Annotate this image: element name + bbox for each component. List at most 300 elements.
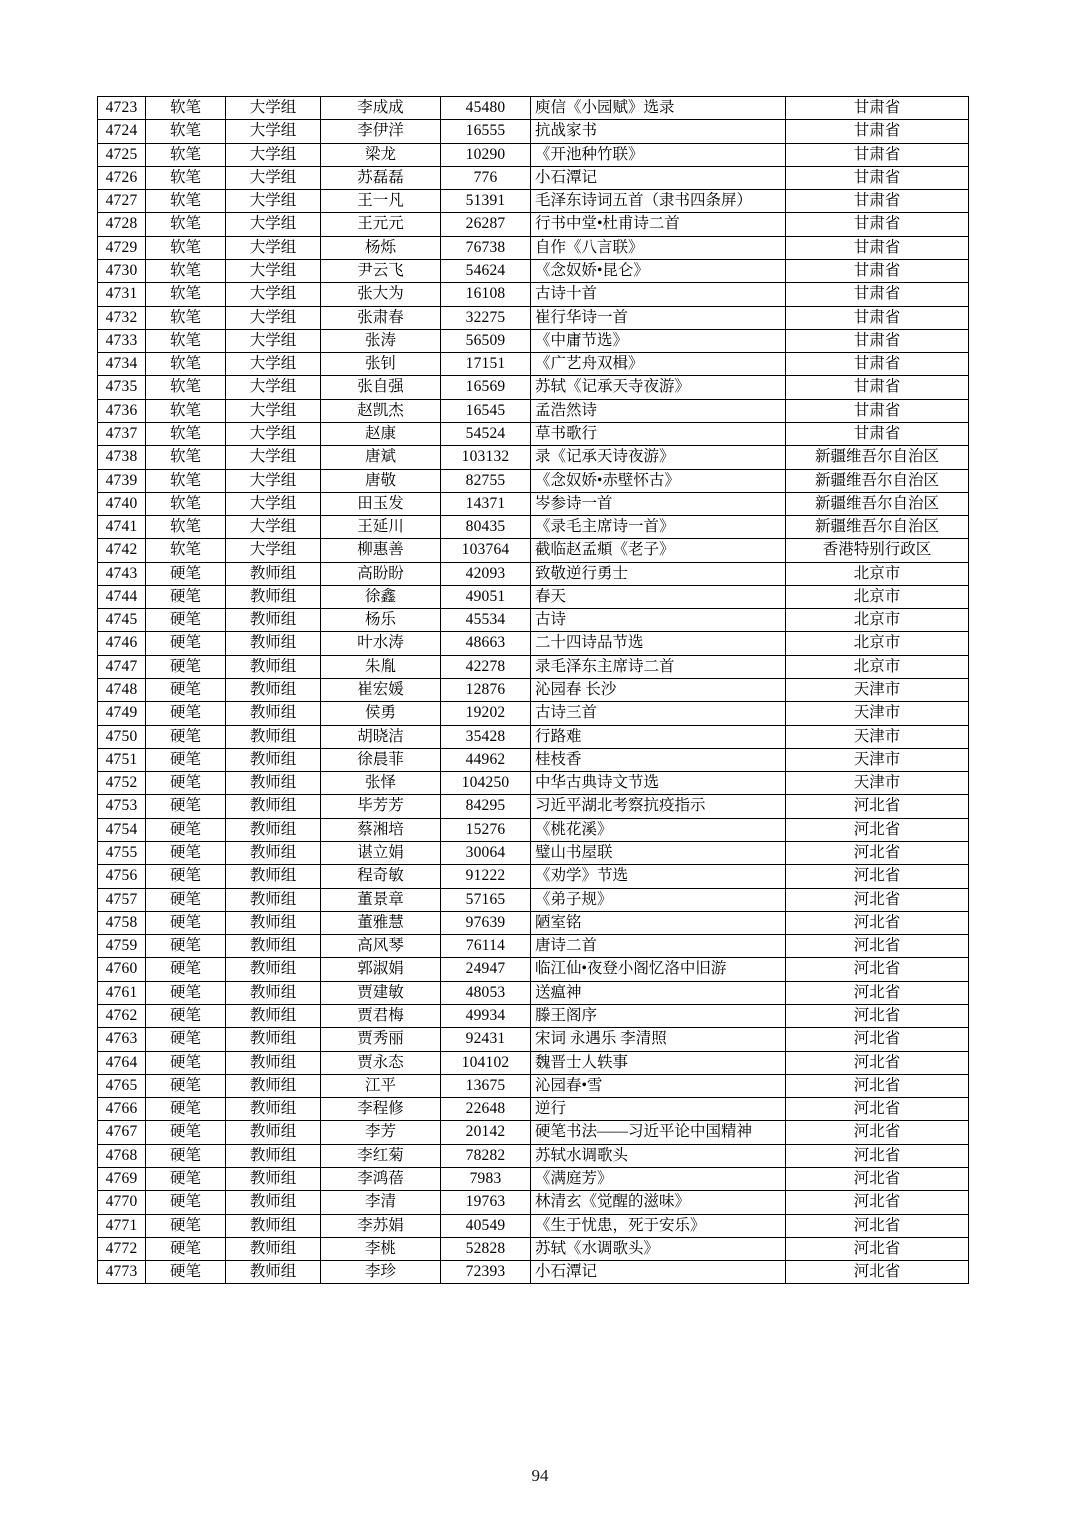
cell-group: 大学组 (226, 259, 321, 282)
page-number: 94 (531, 1466, 549, 1485)
cell-work-title: 春天 (531, 585, 786, 608)
cell-serial-number: 4739 (98, 469, 146, 492)
cell-group: 教师组 (226, 748, 321, 771)
cell-serial-number: 4726 (98, 166, 146, 189)
cell-serial-number: 4755 (98, 842, 146, 865)
cell-category: 硬笔 (146, 562, 226, 585)
cell-group: 大学组 (226, 399, 321, 422)
cell-entry-number: 40549 (441, 1214, 531, 1237)
cell-category: 软笔 (146, 469, 226, 492)
cell-participant-name: 郭淑娟 (321, 958, 441, 981)
cell-entry-number: 52828 (441, 1237, 531, 1260)
cell-region: 河北省 (786, 1167, 969, 1190)
cell-group: 教师组 (226, 1237, 321, 1260)
cell-participant-name: 田玉发 (321, 492, 441, 515)
cell-region: 甘肃省 (786, 283, 969, 306)
cell-region: 新疆维吾尔自治区 (786, 492, 969, 515)
table-row (98, 120, 969, 143)
cell-work-title: 习近平湖北考察抗疫指示 (531, 795, 786, 818)
cell-serial-number: 4725 (98, 143, 146, 166)
cell-entry-number: 97639 (441, 911, 531, 934)
cell-participant-name: 张涛 (321, 329, 441, 352)
cell-serial-number: 4767 (98, 1121, 146, 1144)
cell-group: 教师组 (226, 1121, 321, 1144)
cell-participant-name: 侯勇 (321, 702, 441, 725)
cell-participant-name: 李清 (321, 1191, 441, 1214)
cell-participant-name: 贾秀丽 (321, 1028, 441, 1051)
table-row (98, 399, 969, 422)
cell-work-title: 唐诗二首 (531, 935, 786, 958)
cell-work-title: 中华古典诗文节选 (531, 772, 786, 795)
cell-region: 北京市 (786, 585, 969, 608)
cell-category: 硬笔 (146, 609, 226, 632)
cell-group: 大学组 (226, 376, 321, 399)
cell-region: 河北省 (786, 1144, 969, 1167)
cell-region: 河北省 (786, 1261, 969, 1284)
table-row (98, 1214, 969, 1237)
cell-region: 河北省 (786, 981, 969, 1004)
cell-participant-name: 李程修 (321, 1098, 441, 1121)
cell-serial-number: 4733 (98, 329, 146, 352)
cell-work-title: 桂枝香 (531, 748, 786, 771)
cell-entry-number: 103132 (441, 446, 531, 469)
cell-serial-number: 4773 (98, 1261, 146, 1284)
cell-category: 硬笔 (146, 748, 226, 771)
table-row (98, 1144, 969, 1167)
cell-serial-number: 4743 (98, 562, 146, 585)
cell-group: 大学组 (226, 516, 321, 539)
cell-participant-name: 唐敬 (321, 469, 441, 492)
cell-work-title: 致敬逆行勇士 (531, 562, 786, 585)
cell-region: 新疆维吾尔自治区 (786, 469, 969, 492)
table-row (98, 1028, 969, 1051)
cell-entry-number: 84295 (441, 795, 531, 818)
cell-participant-name: 贾君梅 (321, 1004, 441, 1027)
cell-region: 北京市 (786, 609, 969, 632)
cell-serial-number: 4730 (98, 259, 146, 282)
cell-participant-name: 李红菊 (321, 1144, 441, 1167)
cell-entry-number: 12876 (441, 679, 531, 702)
cell-group: 教师组 (226, 679, 321, 702)
table-row (98, 353, 969, 376)
cell-work-title: 草书歌行 (531, 422, 786, 445)
cell-participant-name: 李桃 (321, 1237, 441, 1260)
cell-category: 硬笔 (146, 632, 226, 655)
cell-group: 教师组 (226, 935, 321, 958)
cell-work-title: 孟浩然诗 (531, 399, 786, 422)
cell-serial-number: 4760 (98, 958, 146, 981)
cell-region: 河北省 (786, 1214, 969, 1237)
cell-work-title: 《桃花溪》 (531, 818, 786, 841)
table-row (98, 1237, 969, 1260)
cell-category: 硬笔 (146, 1144, 226, 1167)
cell-category: 软笔 (146, 213, 226, 236)
cell-serial-number: 4753 (98, 795, 146, 818)
cell-region: 甘肃省 (786, 236, 969, 259)
table-row (98, 446, 969, 469)
cell-participant-name: 张肃春 (321, 306, 441, 329)
roster-table-container (97, 96, 968, 1284)
cell-participant-name: 杨烁 (321, 236, 441, 259)
table-row (98, 1191, 969, 1214)
cell-work-title: 沁园春•雪 (531, 1074, 786, 1097)
cell-participant-name: 胡晓洁 (321, 725, 441, 748)
cell-work-title: 录毛泽东主席诗二首 (531, 655, 786, 678)
cell-work-title: 璧山书屋联 (531, 842, 786, 865)
cell-entry-number: 104250 (441, 772, 531, 795)
table-row (98, 958, 969, 981)
cell-category: 硬笔 (146, 958, 226, 981)
cell-category: 硬笔 (146, 795, 226, 818)
cell-participant-name: 张大为 (321, 283, 441, 306)
cell-category: 硬笔 (146, 981, 226, 1004)
table-row (98, 1098, 969, 1121)
cell-serial-number: 4741 (98, 516, 146, 539)
cell-entry-number: 14371 (441, 492, 531, 515)
cell-participant-name: 江平 (321, 1074, 441, 1097)
cell-participant-name: 董景章 (321, 888, 441, 911)
table-row (98, 422, 969, 445)
cell-group: 教师组 (226, 1051, 321, 1074)
cell-group: 教师组 (226, 1074, 321, 1097)
cell-participant-name: 贾建敏 (321, 981, 441, 1004)
cell-work-title: 行路难 (531, 725, 786, 748)
cell-serial-number: 4751 (98, 748, 146, 771)
table-row (98, 213, 969, 236)
cell-category: 硬笔 (146, 679, 226, 702)
cell-participant-name: 李鸿蓓 (321, 1167, 441, 1190)
cell-category: 硬笔 (146, 1121, 226, 1144)
cell-participant-name: 王一凡 (321, 190, 441, 213)
cell-work-title: 滕王阁序 (531, 1004, 786, 1027)
cell-region: 天津市 (786, 702, 969, 725)
cell-entry-number: 45534 (441, 609, 531, 632)
cell-work-title: 行书中堂•杜甫诗二首 (531, 213, 786, 236)
table-row (98, 609, 969, 632)
cell-serial-number: 4757 (98, 888, 146, 911)
cell-participant-name: 高风琴 (321, 935, 441, 958)
cell-group: 教师组 (226, 1098, 321, 1121)
cell-work-title: 《弟子规》 (531, 888, 786, 911)
cell-participant-name: 王元元 (321, 213, 441, 236)
cell-group: 教师组 (226, 981, 321, 1004)
cell-entry-number: 49051 (441, 585, 531, 608)
table-row (98, 1167, 969, 1190)
table-row (98, 562, 969, 585)
cell-group: 大学组 (226, 539, 321, 562)
cell-entry-number: 80435 (441, 516, 531, 539)
cell-entry-number: 48053 (441, 981, 531, 1004)
cell-work-title: 《开池种竹联》 (531, 143, 786, 166)
cell-region: 河北省 (786, 911, 969, 934)
table-row (98, 1261, 969, 1284)
cell-region: 天津市 (786, 772, 969, 795)
cell-group: 大学组 (226, 213, 321, 236)
cell-region: 河北省 (786, 818, 969, 841)
cell-work-title: 宋词 永遇乐 李清照 (531, 1028, 786, 1051)
cell-category: 硬笔 (146, 818, 226, 841)
table-row (98, 865, 969, 888)
table-row (98, 166, 969, 189)
table-row (98, 1004, 969, 1027)
cell-group: 大学组 (226, 353, 321, 376)
cell-entry-number: 776 (441, 166, 531, 189)
table-row (98, 679, 969, 702)
cell-category: 软笔 (146, 143, 226, 166)
cell-participant-name: 毕芳芳 (321, 795, 441, 818)
table-row (98, 236, 969, 259)
cell-entry-number: 42093 (441, 562, 531, 585)
cell-region: 天津市 (786, 679, 969, 702)
cell-category: 软笔 (146, 376, 226, 399)
cell-entry-number: 76738 (441, 236, 531, 259)
cell-region: 新疆维吾尔自治区 (786, 516, 969, 539)
cell-participant-name: 徐鑫 (321, 585, 441, 608)
cell-participant-name: 梁龙 (321, 143, 441, 166)
cell-entry-number: 30064 (441, 842, 531, 865)
cell-region: 天津市 (786, 725, 969, 748)
cell-participant-name: 唐斌 (321, 446, 441, 469)
cell-category: 硬笔 (146, 1051, 226, 1074)
table-row (98, 190, 969, 213)
cell-entry-number: 16555 (441, 120, 531, 143)
cell-region: 甘肃省 (786, 259, 969, 282)
table-row (98, 772, 969, 795)
cell-serial-number: 4746 (98, 632, 146, 655)
table-row (98, 702, 969, 725)
cell-entry-number: 22648 (441, 1098, 531, 1121)
cell-serial-number: 4749 (98, 702, 146, 725)
cell-participant-name: 谌立娟 (321, 842, 441, 865)
cell-group: 大学组 (226, 283, 321, 306)
cell-serial-number: 4734 (98, 353, 146, 376)
cell-category: 硬笔 (146, 702, 226, 725)
table-row (98, 97, 969, 120)
cell-participant-name: 李苏娟 (321, 1214, 441, 1237)
cell-entry-number: 91222 (441, 865, 531, 888)
cell-region: 河北省 (786, 1004, 969, 1027)
cell-group: 大学组 (226, 469, 321, 492)
cell-work-title: 苏轼水调歌头 (531, 1144, 786, 1167)
cell-region: 甘肃省 (786, 306, 969, 329)
cell-participant-name: 高盼盼 (321, 562, 441, 585)
cell-serial-number: 4761 (98, 981, 146, 1004)
cell-serial-number: 4763 (98, 1028, 146, 1051)
cell-category: 软笔 (146, 492, 226, 515)
table-row (98, 935, 969, 958)
cell-entry-number: 16108 (441, 283, 531, 306)
cell-region: 河北省 (786, 842, 969, 865)
cell-region: 河北省 (786, 935, 969, 958)
cell-work-title: 抗战家书 (531, 120, 786, 143)
cell-entry-number: 103764 (441, 539, 531, 562)
cell-entry-number: 72393 (441, 1261, 531, 1284)
cell-category: 软笔 (146, 283, 226, 306)
cell-group: 大学组 (226, 236, 321, 259)
cell-region: 北京市 (786, 655, 969, 678)
cell-category: 硬笔 (146, 935, 226, 958)
cell-category: 软笔 (146, 399, 226, 422)
cell-serial-number: 4762 (98, 1004, 146, 1027)
cell-category: 软笔 (146, 120, 226, 143)
cell-serial-number: 4727 (98, 190, 146, 213)
table-row (98, 492, 969, 515)
cell-region: 甘肃省 (786, 213, 969, 236)
cell-region: 河北省 (786, 1074, 969, 1097)
cell-serial-number: 4736 (98, 399, 146, 422)
cell-work-title: 庾信《小园赋》选录 (531, 97, 786, 120)
cell-region: 甘肃省 (786, 166, 969, 189)
cell-participant-name: 李成成 (321, 97, 441, 120)
cell-entry-number: 51391 (441, 190, 531, 213)
cell-work-title: 《劝学》节选 (531, 865, 786, 888)
cell-serial-number: 4728 (98, 213, 146, 236)
table-row (98, 1051, 969, 1074)
cell-work-title: 沁园春 长沙 (531, 679, 786, 702)
cell-category: 硬笔 (146, 1237, 226, 1260)
cell-region: 天津市 (786, 748, 969, 771)
cell-group: 教师组 (226, 1028, 321, 1051)
cell-category: 软笔 (146, 422, 226, 445)
cell-category: 软笔 (146, 259, 226, 282)
cell-serial-number: 4769 (98, 1167, 146, 1190)
cell-serial-number: 4756 (98, 865, 146, 888)
cell-entry-number: 57165 (441, 888, 531, 911)
cell-region: 甘肃省 (786, 399, 969, 422)
cell-entry-number: 56509 (441, 329, 531, 352)
cell-category: 硬笔 (146, 1028, 226, 1051)
cell-serial-number: 4748 (98, 679, 146, 702)
cell-serial-number: 4735 (98, 376, 146, 399)
cell-entry-number: 92431 (441, 1028, 531, 1051)
cell-group: 大学组 (226, 306, 321, 329)
cell-region: 河北省 (786, 1191, 969, 1214)
cell-entry-number: 15276 (441, 818, 531, 841)
cell-participant-name: 徐晨菲 (321, 748, 441, 771)
cell-region: 甘肃省 (786, 190, 969, 213)
cell-participant-name: 叶水涛 (321, 632, 441, 655)
cell-work-title: 岑参诗一首 (531, 492, 786, 515)
cell-region: 甘肃省 (786, 97, 969, 120)
cell-group: 教师组 (226, 772, 321, 795)
cell-serial-number: 4729 (98, 236, 146, 259)
cell-work-title: 古诗十首 (531, 283, 786, 306)
cell-group: 教师组 (226, 655, 321, 678)
cell-group: 教师组 (226, 888, 321, 911)
cell-region: 甘肃省 (786, 143, 969, 166)
cell-category: 硬笔 (146, 1191, 226, 1214)
cell-group: 教师组 (226, 562, 321, 585)
cell-group: 大学组 (226, 422, 321, 445)
cell-work-title: 送瘟神 (531, 981, 786, 1004)
cell-work-title: 录《记承天诗夜游》 (531, 446, 786, 469)
cell-entry-number: 42278 (441, 655, 531, 678)
cell-region: 甘肃省 (786, 120, 969, 143)
cell-group: 大学组 (226, 329, 321, 352)
cell-entry-number: 104102 (441, 1051, 531, 1074)
cell-category: 软笔 (146, 166, 226, 189)
table-row (98, 842, 969, 865)
cell-group: 教师组 (226, 818, 321, 841)
cell-group: 教师组 (226, 795, 321, 818)
table-row (98, 632, 969, 655)
cell-serial-number: 4770 (98, 1191, 146, 1214)
table-row (98, 376, 969, 399)
cell-entry-number: 7983 (441, 1167, 531, 1190)
cell-region: 北京市 (786, 632, 969, 655)
cell-region: 河北省 (786, 1051, 969, 1074)
cell-region: 河北省 (786, 958, 969, 981)
cell-category: 硬笔 (146, 655, 226, 678)
cell-entry-number: 54624 (441, 259, 531, 282)
roster-table-body (98, 97, 969, 1284)
cell-participant-name: 蔡湘培 (321, 818, 441, 841)
cell-work-title: 苏轼《记承天寺夜游》 (531, 376, 786, 399)
cell-region: 河北省 (786, 1121, 969, 1144)
cell-region: 河北省 (786, 865, 969, 888)
cell-serial-number: 4742 (98, 539, 146, 562)
cell-participant-name: 张钊 (321, 353, 441, 376)
cell-group: 教师组 (226, 702, 321, 725)
cell-category: 硬笔 (146, 865, 226, 888)
cell-group: 大学组 (226, 446, 321, 469)
cell-participant-name: 尹云飞 (321, 259, 441, 282)
cell-participant-name: 赵康 (321, 422, 441, 445)
cell-entry-number: 24947 (441, 958, 531, 981)
cell-category: 硬笔 (146, 1167, 226, 1190)
cell-region: 甘肃省 (786, 329, 969, 352)
cell-entry-number: 48663 (441, 632, 531, 655)
cell-group: 大学组 (226, 190, 321, 213)
cell-serial-number: 4771 (98, 1214, 146, 1237)
cell-entry-number: 10290 (441, 143, 531, 166)
cell-entry-number: 19202 (441, 702, 531, 725)
cell-work-title: 二十四诗品节选 (531, 632, 786, 655)
cell-region: 河北省 (786, 888, 969, 911)
cell-work-title: 《生于忧患，死于安乐》 (531, 1214, 786, 1237)
table-row (98, 981, 969, 1004)
cell-category: 硬笔 (146, 842, 226, 865)
cell-group: 教师组 (226, 1004, 321, 1027)
cell-group: 教师组 (226, 585, 321, 608)
table-row (98, 795, 969, 818)
cell-group: 教师组 (226, 911, 321, 934)
cell-participant-name: 柳惠善 (321, 539, 441, 562)
cell-work-title: 自作《八言联》 (531, 236, 786, 259)
table-row (98, 516, 969, 539)
table-row (98, 655, 969, 678)
cell-work-title: 魏晋士人轶事 (531, 1051, 786, 1074)
cell-work-title: 硬笔书法——习近平论中国精神 (531, 1121, 786, 1144)
table-row (98, 911, 969, 934)
cell-work-title: 逆行 (531, 1098, 786, 1121)
cell-work-title: 《念奴娇•昆仑》 (531, 259, 786, 282)
cell-work-title: 《念奴娇•赤壁怀古》 (531, 469, 786, 492)
cell-group: 大学组 (226, 97, 321, 120)
table-row (98, 818, 969, 841)
table-row (98, 283, 969, 306)
cell-category: 硬笔 (146, 585, 226, 608)
cell-entry-number: 49934 (441, 1004, 531, 1027)
cell-category: 硬笔 (146, 725, 226, 748)
cell-entry-number: 32275 (441, 306, 531, 329)
cell-entry-number: 17151 (441, 353, 531, 376)
cell-entry-number: 20142 (441, 1121, 531, 1144)
cell-category: 软笔 (146, 353, 226, 376)
cell-serial-number: 4750 (98, 725, 146, 748)
cell-serial-number: 4754 (98, 818, 146, 841)
cell-group: 教师组 (226, 865, 321, 888)
